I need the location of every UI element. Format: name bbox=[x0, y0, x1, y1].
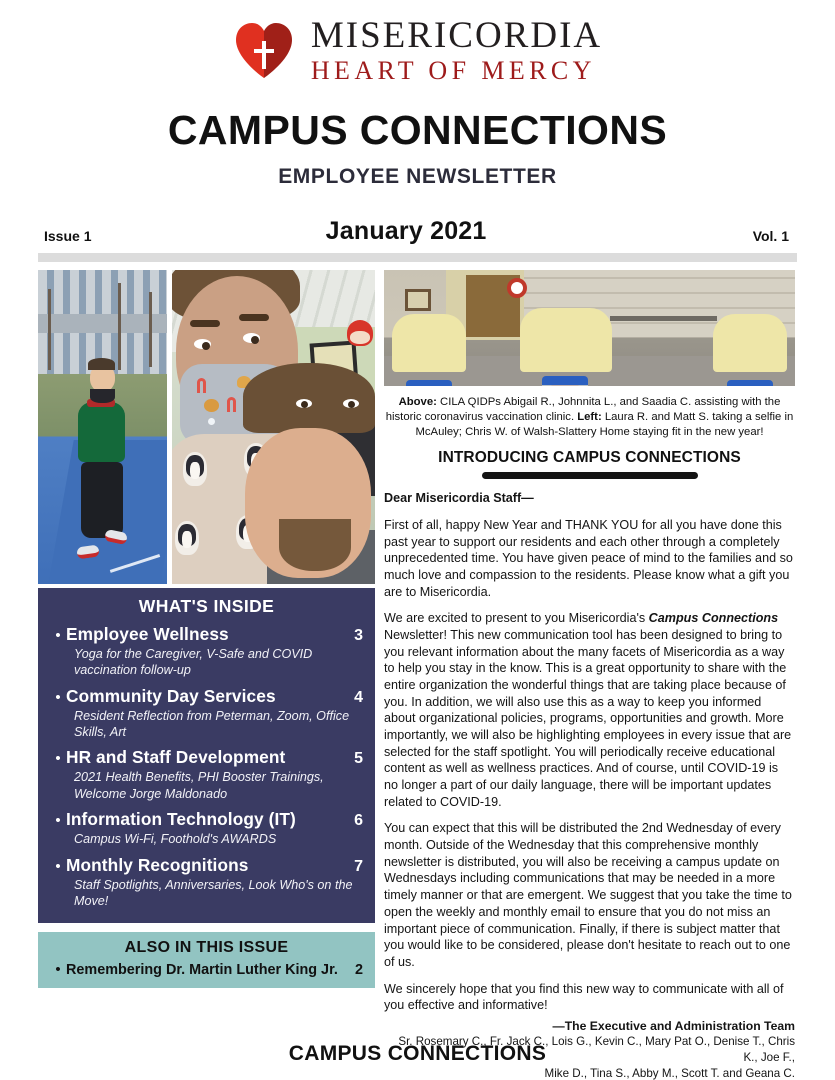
also-in-this-issue-panel bbox=[38, 932, 375, 988]
issue-date: January 2021 bbox=[325, 217, 487, 245]
bullet-icon: • bbox=[55, 857, 61, 875]
page-footer: CAMPUS CONNECTIONS bbox=[288, 1042, 547, 1065]
caption-left-text: Laura R. and Matt S. taking a selfie in McAuley; Chris W. of Walsh-Slattery Home staying fit in the new year! bbox=[415, 411, 794, 439]
bullet-icon: • bbox=[55, 688, 61, 706]
toc-label: Monthly Recognitions bbox=[66, 854, 249, 875]
article-paragraph-1: First of all, happy New Year and THANK YOU for all you have done this past year to support our residents and each other through a completely unprecedented time. You have given peace of mind to the families and so much love and compassion to the residents. Please know what a gift you are to Misericordia. bbox=[384, 518, 793, 599]
issue-volume: Vol. 1 bbox=[752, 228, 789, 244]
article-section-heading: INTRODUCING CAMPUS CONNECTIONS bbox=[438, 449, 741, 467]
photo-staff-running bbox=[38, 270, 167, 584]
logo-tagline: HEART OF MERCY bbox=[310, 55, 596, 85]
article-paragraph-2 bbox=[384, 610, 795, 810]
toc-subtitle: Resident Reflection from Peterman, Zoom, Office Skills, Art bbox=[74, 708, 350, 740]
issue-number: Issue 1 bbox=[44, 228, 92, 244]
issue-bar bbox=[38, 217, 797, 246]
article-p2-part-b: Newsletter! This new communication tool has been designed to bring to you relevant information about the many facets of Misericordia as a way to help you stay in the know. This is a great opportunity to share with the entire organization the wonderful things that are taking place because of you. In addition, we will also use this as a way to keep you informed about organizational policies, programs, opportunities and growth. More importantly, we will also be highlighting employees in every issue that are selected for the staff spotlight. You will periodically receive educational content as well as wellness practices. And of course, until COVID-19 is no longer a part of our daily language, there will be important updates related to COVID-19. bbox=[384, 628, 792, 809]
article-newsletter-name: Campus Connections bbox=[648, 611, 779, 626]
article-p2-part-a: We are excited to present to you Misericordia's bbox=[384, 611, 649, 626]
also-entry-mlk[interactable] bbox=[50, 962, 363, 978]
page-subtitle: EMPLOYEE NEWSLETTER bbox=[278, 165, 557, 188]
article-paragraph-4: We sincerely hope that you find this new way to communicate with all of you effective and informative! bbox=[384, 981, 784, 1013]
also-page-number: 2 bbox=[354, 962, 363, 979]
section-underline-rule bbox=[482, 472, 698, 479]
body-grid bbox=[38, 270, 797, 1080]
toc-entry-monthly-recognitions[interactable] bbox=[50, 855, 363, 910]
toc-page-number: 5 bbox=[354, 750, 363, 768]
toc-subtitle: 2021 Health Benefits, PHI Booster Trainings, Welcome Jorge Maldonado bbox=[74, 770, 324, 801]
also-label: Remembering Dr. Martin Luther King Jr. bbox=[66, 962, 338, 979]
photo-vaccination-clinic bbox=[384, 270, 795, 386]
toc-label: HR and Staff Development bbox=[66, 747, 286, 768]
toc-entry-employee-wellness[interactable] bbox=[50, 624, 363, 679]
toc-subtitle: Staff Spotlights, Anniversaries, Look Who's on the Move! bbox=[74, 877, 353, 908]
toc-page-number: 7 bbox=[354, 857, 363, 875]
signature-names-line-2: Mike D., Tina S., Abby M., Scott T. and Geana C. bbox=[544, 1066, 795, 1080]
toc-page-number: 3 bbox=[354, 627, 363, 644]
header-divider bbox=[38, 253, 797, 262]
masthead-logo bbox=[38, 0, 797, 86]
photo-staff-selfie bbox=[172, 270, 375, 584]
caption-above-text: CILA QIDPs Abigail R., Johnnita L., and Saadia C. assisting with the historic coronavirus vaccination clinic. bbox=[385, 396, 781, 424]
also-in-this-issue-title: ALSO IN THIS ISSUE bbox=[124, 939, 289, 957]
caption-above-label: Above: bbox=[398, 396, 437, 408]
toc-entry-hr-and-staff-development[interactable] bbox=[50, 747, 363, 802]
bullet-icon: • bbox=[55, 961, 61, 979]
logo-wordmark: MISERICORDIA bbox=[310, 14, 603, 56]
bullet-icon: • bbox=[55, 627, 61, 644]
bullet-icon: • bbox=[55, 750, 61, 768]
whats-inside-title: WHAT'S INSIDE bbox=[138, 596, 275, 616]
page-title: CAMPUS CONNECTIONS bbox=[167, 107, 668, 153]
signature-names-line-1: Sr. Rosemary C., Fr. Jack C., Lois G., Kevin C., Mary Pat O., Denise T., Chris K., Joe F., bbox=[398, 1035, 795, 1065]
article-body bbox=[384, 490, 795, 1080]
signature-team: —The Executive and Administration Team bbox=[552, 1018, 795, 1033]
right-column bbox=[384, 270, 795, 1080]
photo-caption bbox=[384, 395, 795, 440]
toc-label: Employee Wellness bbox=[66, 624, 229, 644]
article-paragraph-3: You can expect that this will be distributed the 2nd Wednesday of every month. Outside of the Wednesday that this comprehensive monthly newsletter is distributed, you will also be receiving a campus update on Wednesdays including communications that may be needed in a more timely manner or that are emergent. We suggest that you take the time to open the weekly and monthly email to ensure that you do not miss an important piece of communication. Finally, if there is subject matter that you would like to be considered, please don't hesitate to reach out to one of us. bbox=[384, 821, 792, 969]
toc-label: Community Day Services bbox=[66, 685, 276, 706]
toc-label: Information Technology (IT) bbox=[66, 809, 296, 830]
toc-subtitle: Campus Wi-Fi, Foothold's AWARDS bbox=[74, 832, 277, 847]
article-salutation: Dear Misericordia Staff— bbox=[384, 491, 534, 506]
toc-page-number: 4 bbox=[354, 688, 363, 706]
toc-subtitle: Yoga for the Caregiver, V-Safe and COVID vaccination follow-up bbox=[74, 647, 313, 678]
toc-entry-information-technology[interactable] bbox=[50, 809, 363, 847]
caption-left-label: Left: bbox=[577, 411, 602, 424]
bullet-icon: • bbox=[55, 812, 61, 830]
heart-logo-icon bbox=[233, 21, 295, 79]
toc-entry-community-day-services[interactable] bbox=[50, 686, 363, 741]
whats-inside-panel bbox=[38, 588, 375, 923]
left-photo-pair bbox=[38, 270, 375, 584]
left-column bbox=[38, 270, 375, 1080]
toc-page-number: 6 bbox=[354, 812, 363, 830]
